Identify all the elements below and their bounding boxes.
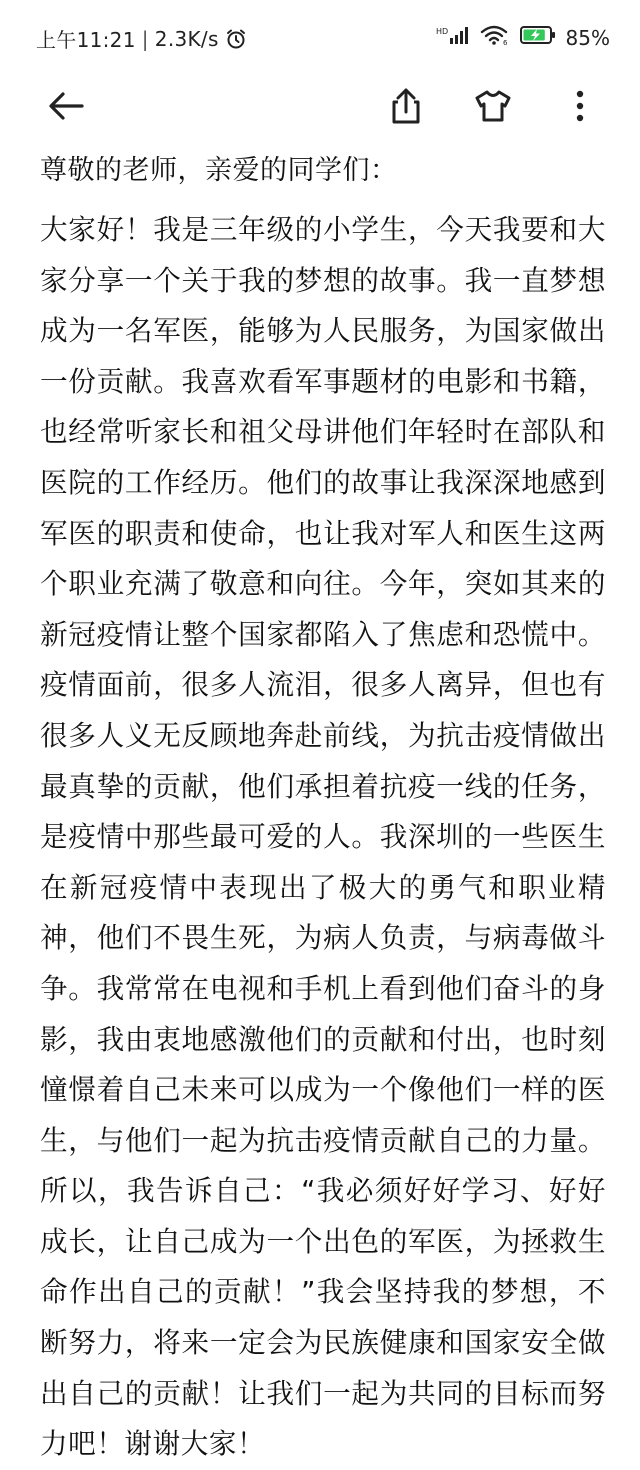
share-icon — [389, 87, 423, 125]
article-content — [40, 146, 606, 1470]
back-arrow-icon — [46, 90, 86, 122]
shirt-icon — [474, 89, 512, 123]
battery-percent: 85% — [565, 25, 610, 50]
back-button[interactable] — [42, 82, 90, 130]
network-speed: 2.3K/s — [154, 26, 219, 51]
more-vertical-icon — [574, 89, 586, 123]
battery-charging-icon — [520, 25, 556, 50]
status-time: 上午11:21 — [36, 28, 136, 52]
theme-button[interactable] — [469, 82, 517, 130]
status-separator: | — [141, 26, 149, 51]
svg-text:HD: HD — [435, 27, 448, 36]
svg-text:6: 6 — [502, 39, 508, 46]
alarm-icon — [225, 28, 247, 50]
status-bar — [0, 0, 640, 70]
toolbar — [0, 70, 640, 142]
wifi-icon — [480, 24, 510, 51]
article-greeting: 尊敬的老师，亲爱的同学们： — [40, 155, 398, 186]
signal-icon — [436, 25, 470, 50]
status-left — [36, 24, 247, 53]
article-body: 大家好！我是三年级的小学生，今天我要和大家分享一个关于我的梦想的故事。我一直梦想成为一名军医，能够为人民服务，为国家做出一份贡献。我喜欢看军事题材的电影和书籍，也经常听家长和祖父母讲他们年轻时在部队和医院的工作经历。他们的故事让我深深地感到军医的职责和使命，也让我对军人和医生这两个职业充满了敬意和向往。今年，突如其来的新冠疫情让整个国家都陷入了焦虑和恐慌中。疫情面前，很多人流泪，很多人离异，但也有很多人义无反顾地奔赴前线，为抗击疫情做出最真挚的贡献，他们承担着抗疫一线的任务，是疫情中那些最可爱的人。我深圳的一些医生在新冠疫情中表现出了极大的勇气和职业精神，他们不畏生死，为病人负责，与病毒做斗争。我常常在电视和手机上看到他们奋斗的身影，我由衷地感激他们的贡献和付出，也时刻憧憬着自己未来可以成为一个像他们一样的医生，与他们一起为抗击疫情贡献自己的力量。所以，我告诉自己：“我必须好好学习、好好成长，让自己成为一个出色的军医，为拯救生命作出自己的贡献！”我会坚持我的梦想，不断努力，将来一定会为民族健康和国家安全做出自己的贡献！让我们一起为共同的目标而努力吧！谢谢大家！ — [40, 213, 606, 1461]
more-options-button[interactable] — [556, 82, 604, 130]
status-right — [436, 24, 610, 51]
share-button[interactable] — [382, 82, 430, 130]
